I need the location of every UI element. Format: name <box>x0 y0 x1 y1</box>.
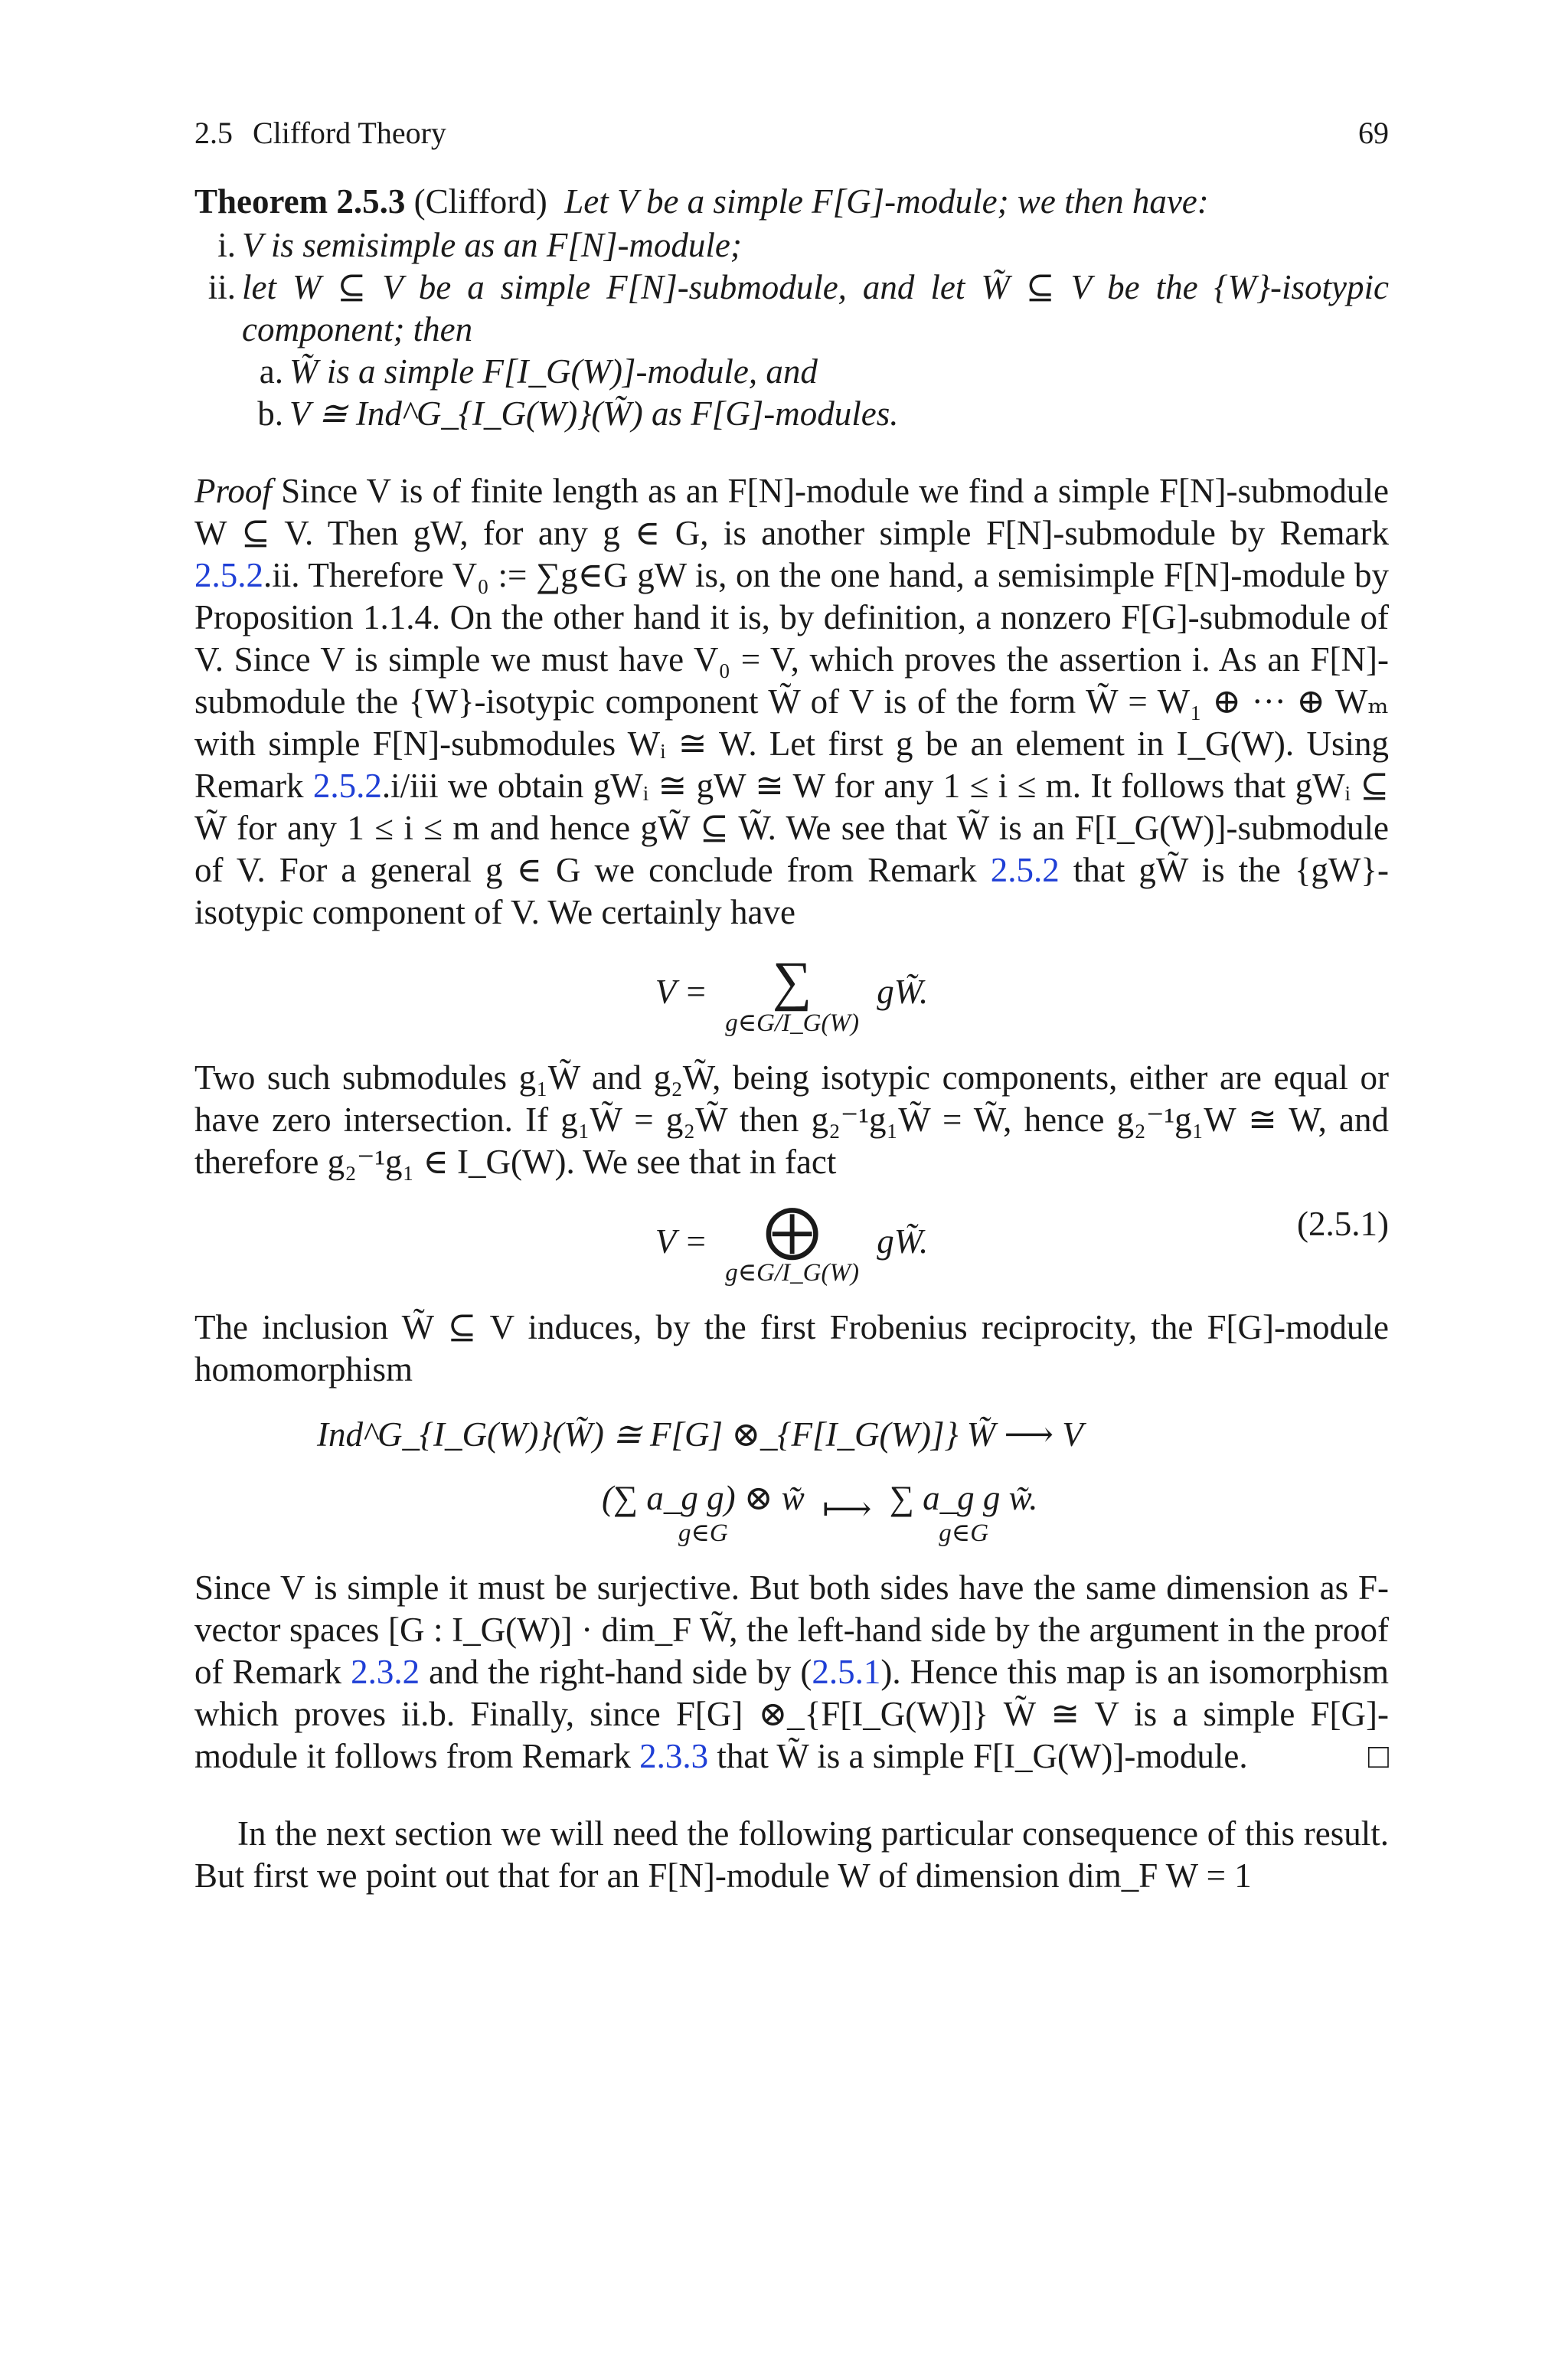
proof-paragraph-1 <box>194 470 1389 934</box>
subitem-label: b. <box>257 394 283 433</box>
eq-subscript: g∈G/I_G(W) <box>725 1009 859 1037</box>
proof-text: .ii. Therefore V₀ := ∑g∈G gW is, on the one hand, a semisimple F[N]-module by Proposition 1.1.4. On the other hand it is, by definition, a nonzero F[G]-submodule of V. Since V is simple we must have V₀ = V, which proves the assertion i. As an F[N]-submodule the {W}-isotypic component W̃ of V is of the form W̃ = W₁ ⊕ ··· ⊕ Wₘ with simple F[N]-submodules Wᵢ ≅ W. Let first g be an element in I_G(W). Using Remark <box>194 556 1389 805</box>
ref-eq-2-5-1[interactable]: 2.5.1 <box>812 1653 881 1691</box>
proof-text: ). Hence this map is an isomorphism which proves ii.b. Finally, since F[G] ⊗_{F[I_G(W)]} W̃ ≅ V is a simple F[G]-module it follows from Remark <box>194 1653 1390 1775</box>
ref-remark-2-5-2-c[interactable]: 2.5.2 <box>990 851 1060 889</box>
eq-line-2 <box>593 1477 1389 1547</box>
ref-remark-2-3-2[interactable]: 2.3.2 <box>351 1653 420 1691</box>
eq-operator <box>725 1200 859 1287</box>
proof-text: Since V is simple it must be surjective. But both sides have the same dimension as F-vector spaces [G : I_G(W)] · dim_F W̃, the left-hand side by the argument in the proof of Remark <box>194 1568 1389 1691</box>
theorem-item-ii <box>194 267 1389 435</box>
section-number: 2.5 <box>194 116 233 150</box>
equation-2-5-1 <box>194 1200 1389 1287</box>
theorem-label: Theorem 2.5.3 <box>194 182 406 221</box>
theorem-item-i <box>194 224 1389 267</box>
eq-left-sum <box>602 1477 805 1547</box>
eq-subscript: g∈G <box>939 1519 989 1547</box>
closing-paragraph: In the next section we will need the following particular consequence of this result. But first we point out that for an F[N]-module W of dimension dim_F W = 1 <box>194 1814 1389 1895</box>
theorem-name: (Clifford) <box>413 182 547 221</box>
sum-symbol: ∑ <box>772 950 812 1012</box>
eq-left-term: (∑ a_g g) ⊗ w̃ <box>602 1479 805 1517</box>
proof-label: Proof <box>194 472 272 510</box>
subitem-label: a. <box>259 352 283 391</box>
proof-text: that gW̃ is the {gW}-isotypic component of V. We certainly have <box>194 851 1389 931</box>
item-label: i. <box>217 226 236 264</box>
ref-remark-2-3-3[interactable]: 2.3.3 <box>639 1737 709 1775</box>
eq-operator <box>725 950 859 1037</box>
equation-number: (2.5.1) <box>1297 1205 1389 1243</box>
eq-subscript: g∈G <box>678 1519 728 1547</box>
eq-rhs: gW̃. <box>877 972 929 1011</box>
item-label: ii. <box>207 268 236 306</box>
ref-remark-2-5-2-b[interactable]: 2.5.2 <box>312 767 382 805</box>
eq-right-term: ∑ a_g g w̃. <box>889 1479 1038 1517</box>
proof-text: and the right-hand side by ( <box>420 1653 812 1691</box>
proof-text: Since V is of finite length as an F[N]-module we find a simple F[N]-submodule W ⊆ V. Then gW, for any g ∈ G, is another simple F[N]-submodule by Remark <box>194 472 1389 552</box>
header-left <box>194 115 446 152</box>
maps-to-arrow: ⟼ <box>822 1489 872 1528</box>
proof-text: that W̃ is a simple F[I_G(W)]-module. <box>708 1737 1248 1775</box>
proof-paragraph-3: The inclusion W̃ ⊆ V induces, by the first Frobenius reciprocity, the F[G]-module homomorphism <box>194 1308 1389 1389</box>
equation-homomorphism <box>194 1414 1389 1547</box>
theorem-items <box>194 224 1389 435</box>
item-text: V is semisimple as an F[N]-module; <box>242 226 742 264</box>
running-header <box>194 115 1389 158</box>
eq-lhs: V = <box>655 972 707 1011</box>
page-number: 69 <box>1358 116 1389 150</box>
theorem-subitems <box>242 351 1389 435</box>
equation-sum <box>194 950 1389 1037</box>
subitem-text: W̃ is a simple F[I_G(W)]-module, and <box>289 352 818 391</box>
eq-lhs: V = <box>655 1222 707 1261</box>
theorem-subitem-b <box>242 393 1389 435</box>
theorem-heading <box>194 181 1389 223</box>
theorem-statement: Let V be a simple F[G]-module; we then have: <box>564 182 1209 221</box>
eq-right-sum <box>890 1477 1038 1547</box>
section-title: Clifford Theory <box>253 116 446 150</box>
proof-paragraph-2: Two such submodules g₁W̃ and g₂W̃, being isotypic components, either are equal or have zero intersection. If g₁W̃ = g₂W̃ then g₂⁻¹g₁W̃ = W̃, hence g₂⁻¹g₁W ≅ W, and therefore g₂⁻¹g₁ ∈ I_G(W). We see that in fact <box>194 1058 1389 1181</box>
theorem-subitem-a <box>242 351 1389 393</box>
eq-line-1: Ind^G_{I_G(W)}(W̃) ≅ F[G] ⊗_{F[I_G(W)]} W̃ ⟶ V <box>317 1415 1083 1454</box>
page <box>194 115 1389 1897</box>
subitem-text: V ≅ Ind^G_{I_G(W)}(W̃) as F[G]-modules. <box>289 394 899 433</box>
ref-remark-2-5-2[interactable]: 2.5.2 <box>194 556 263 594</box>
eq-subscript: g∈G/I_G(W) <box>725 1259 859 1287</box>
proof-text: .i/iii we obtain gWᵢ ≅ gW ≅ W for any 1 ≤ i ≤ m. It follows that gWᵢ ⊆ W̃ for any 1 ≤ i ≤ m and hence gW̃ ⊆ W̃. We see that W̃ is an F[I_G(W)]-submodule of V. For a general g ∈ G we conclude from Remark <box>194 767 1390 889</box>
qed-symbol: □ <box>1367 1737 1389 1775</box>
proof-paragraph-4 <box>194 1567 1389 1778</box>
eq-rhs: gW̃. <box>877 1222 929 1261</box>
item-text: let W ⊆ V be a simple F[N]-submodule, and let W̃ ⊆ V be the {W}-isotypic component; then <box>242 268 1389 348</box>
direct-sum-symbol: ⨁ <box>764 1200 820 1261</box>
